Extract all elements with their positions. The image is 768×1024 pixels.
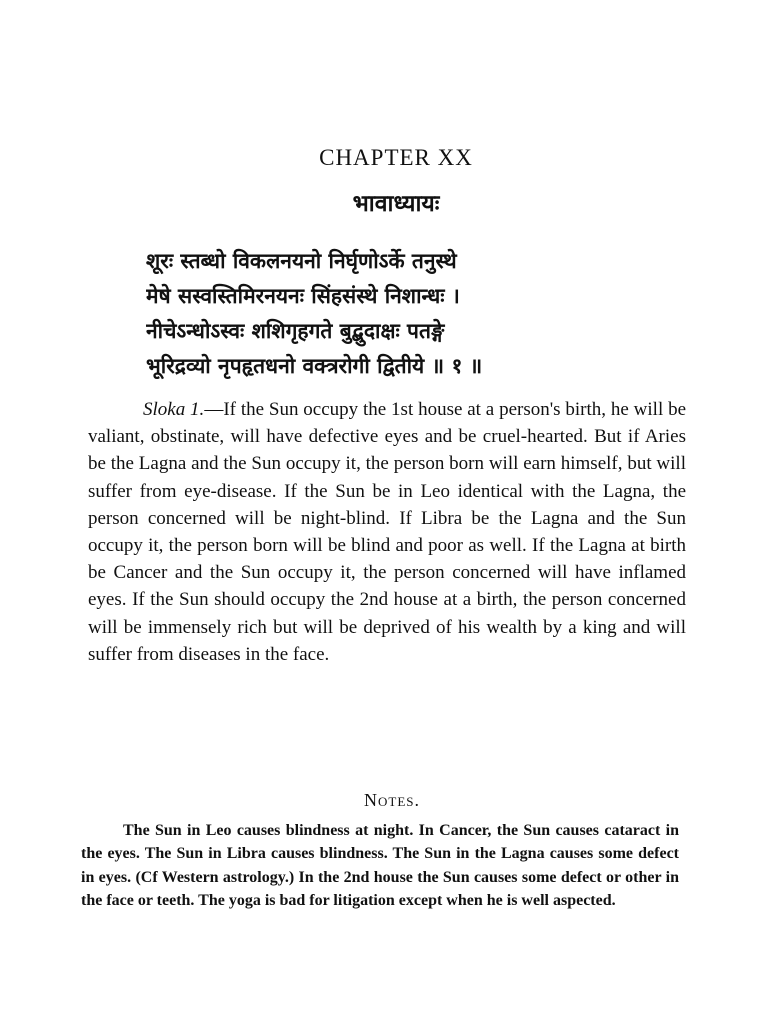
verse-line: शूरः स्तब्धो विकलनयनो निर्घृणोऽर्के तनुस्थे — [146, 249, 457, 273]
sloka-label: Sloka 1. — [143, 399, 205, 420]
verse-line: नीचेऽन्धोऽस्वः शशिगृहगते बुद्बुदाक्षः पतङ्गे — [146, 319, 445, 343]
sanskrit-chapter-title: भावाध्यायः — [352, 191, 440, 217]
verse-line: भूरिद्रव्यो नृपहृतधनो वक्त्ररोगी द्वितीये ॥ १ ॥ — [146, 354, 483, 378]
verse-line: मेषे सस्वस्तिमिरनयनः सिंहसंस्थे निशान्धः । — [146, 284, 460, 308]
notes-heading: Notes. — [364, 790, 420, 810]
sloka-translation — [88, 396, 686, 668]
chapter-title: CHAPTER XX — [319, 145, 473, 170]
sloka-text: —If the Sun occupy the 1st house at a person's birth, he will be valiant, obstinate, will have defective eyes and be cruel-hearted. But if Aries be the Lagna and the Sun occupy it, the person born will earn himself, but will suffer from eye-disease. If the Sun be in Leo identical with the Lagna, the person concerned will be night-blind. If Libra be the Lagna and the Sun occupy it, the person born will be blind and poor as well. If the Lagna at birth be Cancer and the Sun occupy it, the person concerned will have inflamed eyes. If the Sun should occupy the 2nd house at a birth, the person concerned will be immensely rich but will be deprived of his wealth by a king and will suffer from diseases in the face. — [88, 399, 686, 665]
notes-text: The Sun in Leo causes blindness at night. In Cancer, the Sun causes cataract in the eyes. The Sun in Libra causes blindness. The Sun in the Lagna causes some defect in eyes. (Cf Western astrology.) In the 2nd house the Sun causes some defect or other in the face or teeth. The yoga is bad for litigation except when he is well aspected. — [81, 822, 679, 909]
sanskrit-verse — [146, 244, 616, 384]
